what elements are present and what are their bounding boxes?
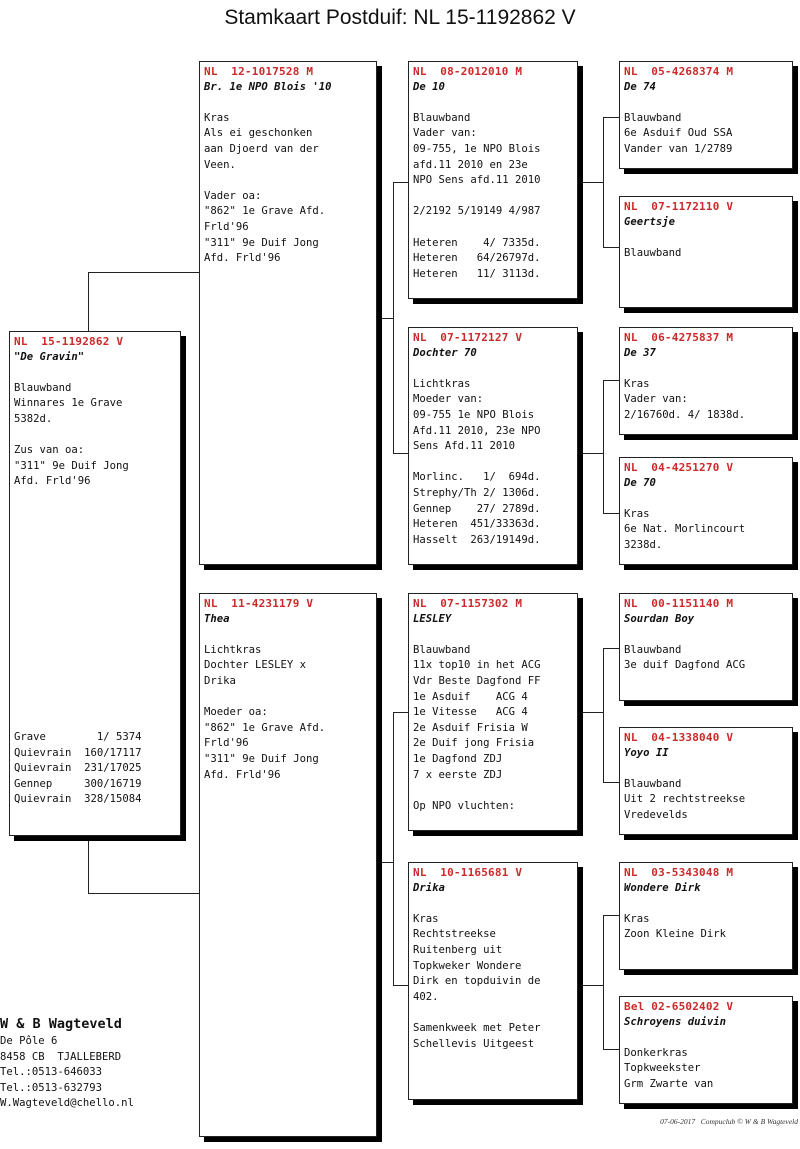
detail-line: 5382d. xyxy=(14,412,53,425)
detail-line: Blauwband xyxy=(624,111,682,124)
detail-line: Schellevis Uitgeest xyxy=(413,1037,535,1050)
detail-line: Afd. Frld'96 xyxy=(204,768,281,781)
pigeon-name: Yoyo II xyxy=(624,746,669,759)
connector-line xyxy=(88,893,200,894)
detail-line: 2/2192 5/19149 4/987 xyxy=(413,205,541,218)
detail-line: 2e Duif jong Frisia xyxy=(413,737,535,750)
detail-line: Blauwband xyxy=(624,777,682,790)
card-details xyxy=(413,912,573,1052)
connector-line xyxy=(393,182,394,454)
mother-card xyxy=(199,593,377,1137)
connector-line xyxy=(393,453,409,454)
ring-number: NL 15-1192862 V xyxy=(14,335,124,348)
detail-line: "311" 9e Duif Jong xyxy=(204,752,319,765)
detail-line: Topkweekster xyxy=(624,1062,701,1075)
mfm-card xyxy=(619,727,793,835)
detail-line: Heteren 64/26797d. xyxy=(413,252,541,265)
detail-line: Kras xyxy=(624,507,650,520)
detail-line: "311" 9e Duif Jong xyxy=(14,459,129,472)
ring-number: NL 00-1151140 M xyxy=(624,597,734,610)
ring-number: NL 08-2012010 M xyxy=(413,65,523,78)
detail-line: Heteren 11/ 3113d. xyxy=(413,267,541,280)
detail-line: Quievrain 231/17025 xyxy=(14,762,142,775)
ring-number: NL 07-1157302 M xyxy=(413,597,523,610)
ring-number: NL 05-4268374 M xyxy=(624,65,734,78)
connector-line xyxy=(603,380,620,381)
subject-card xyxy=(9,331,181,836)
owner-name: W & B Wagteveld xyxy=(0,1016,122,1032)
pigeon-name: De 10 xyxy=(413,80,445,93)
detail-line: Blauwband xyxy=(624,643,682,656)
connector-line xyxy=(603,380,604,514)
card-details xyxy=(624,246,788,262)
card-details xyxy=(413,377,573,549)
pigeon-name: De 37 xyxy=(624,346,656,359)
detail-line: Blauwband xyxy=(413,643,471,656)
detail-line: Lichtkras xyxy=(204,643,262,656)
detail-line: 7 x eerste ZDJ xyxy=(413,768,503,781)
pigeon-name: Sourdan Boy xyxy=(624,612,695,625)
pigeon-name: Drika xyxy=(413,881,445,894)
father-card xyxy=(199,61,377,565)
connector-line xyxy=(603,247,620,248)
detail-line: Zus van oa: xyxy=(14,444,85,457)
detail-line: Donkerkras xyxy=(624,1046,688,1059)
detail-line: Blauwband xyxy=(14,381,72,394)
connector-line xyxy=(393,182,409,183)
ring-number: NL 04-1338040 V xyxy=(624,731,734,744)
connector-line xyxy=(88,272,89,332)
detail-line: Frld'96 xyxy=(204,737,249,750)
mmm-card xyxy=(619,996,793,1104)
pigeon-name: Geertsje xyxy=(624,215,676,228)
detail-line: 8458 CB TJALLEBERD xyxy=(0,1050,122,1063)
detail-line: Hasselt 263/19149d. xyxy=(413,533,541,546)
card-details xyxy=(413,643,573,815)
detail-line xyxy=(14,428,176,444)
detail-line: Tel.:0513-632793 xyxy=(0,1081,103,1094)
detail-line: Gennep 27/ 2789d. xyxy=(413,502,541,515)
detail-line: De Pôle 6 xyxy=(0,1035,58,1047)
pigeon-name: Thea xyxy=(204,612,230,625)
connector-line xyxy=(603,1049,620,1050)
detail-line xyxy=(413,220,573,236)
mff-card xyxy=(619,593,793,701)
detail-line: Als ei geschonken xyxy=(204,127,313,140)
detail-line: Afd. Frld'96 xyxy=(14,475,91,488)
detail-line: Heteren 4/ 7335d. xyxy=(413,236,541,249)
connector-line xyxy=(393,712,394,986)
ff-card xyxy=(408,61,578,299)
connector-line xyxy=(603,915,604,1050)
detail-line: 09-755 1e NPO Blois xyxy=(413,408,535,421)
detail-line: Afd. Frld'96 xyxy=(204,252,281,265)
fm-card xyxy=(408,327,578,565)
card-details xyxy=(413,111,573,283)
fmm-card xyxy=(619,457,793,565)
detail-line: Drika xyxy=(204,674,236,687)
connector-line xyxy=(603,513,620,514)
connector-line xyxy=(603,117,604,248)
card-details xyxy=(624,377,788,424)
detail-line: Vdr Beste Dagfond FF xyxy=(413,674,541,687)
detail-line: Kras xyxy=(624,912,650,925)
detail-line: Gennep 300/16719 xyxy=(14,777,142,790)
footer-credit: 07-06-2017 Compuclub © W & B Wagteveld xyxy=(660,1117,798,1126)
owner-block xyxy=(0,1014,134,1112)
detail-line: Vader van: xyxy=(624,393,688,406)
detail-line: Winnares 1e Grave xyxy=(14,397,123,410)
page-title: Stamkaart Postduif: NL 15-1192862 V xyxy=(224,6,576,29)
detail-line: Op NPO vluchten: xyxy=(413,799,516,812)
detail-line: Blauwband xyxy=(624,246,682,259)
pigeon-name: Wondere Dirk xyxy=(624,881,701,894)
detail-line: aan Djoerd van der xyxy=(204,142,319,155)
detail-line xyxy=(413,783,573,799)
connector-line xyxy=(88,836,89,893)
pigeon-name: Dochter 70 xyxy=(413,346,477,359)
detail-line: Uit 2 rechtstreekse xyxy=(624,793,746,806)
connector-line xyxy=(603,648,620,649)
detail-line: Sens Afd.11 2010 xyxy=(413,440,516,453)
card-details xyxy=(624,507,788,554)
detail-line: Dirk en topduivin de xyxy=(413,975,541,988)
fmf-card xyxy=(619,327,793,435)
detail-line: Zoon Kleine Dirk xyxy=(624,928,727,941)
pigeon-name: LESLEY xyxy=(413,612,452,625)
connector-line xyxy=(603,782,620,783)
detail-line: Grm Zwarte van xyxy=(624,1077,714,1090)
detail-line: "862" 1e Grave Afd. xyxy=(204,205,326,218)
ring-number: NL 03-5343048 M xyxy=(624,866,734,879)
detail-line: "311" 9e Duif Jong xyxy=(204,236,319,249)
detail-line: Moeder oa: xyxy=(204,706,268,719)
ring-number: NL 07-1172127 V xyxy=(413,331,523,344)
ring-number: NL 06-4275837 M xyxy=(624,331,734,344)
detail-line: Quievrain 328/15084 xyxy=(14,793,142,806)
detail-line: 402. xyxy=(413,990,439,1003)
pigeon-name: "De Gravin" xyxy=(14,350,85,363)
detail-line: Kras xyxy=(624,377,650,390)
detail-line: "862" 1e Grave Afd. xyxy=(204,721,326,734)
detail-line: Afd.11 2010, 23e NPO xyxy=(413,424,541,437)
detail-line: Strephy/Th 2/ 1306d. xyxy=(413,486,541,499)
ring-number: NL 07-1172110 V xyxy=(624,200,734,213)
detail-line: Moeder van: xyxy=(413,393,484,406)
detail-line: Morlinc. 1/ 694d. xyxy=(413,471,541,484)
detail-line: Rechtstreekse xyxy=(413,928,496,941)
detail-line xyxy=(413,1005,573,1021)
detail-line: Dochter LESLEY x xyxy=(204,659,307,672)
detail-line: Kras xyxy=(204,111,230,124)
detail-line xyxy=(204,173,372,189)
detail-line: Vredevelds xyxy=(624,808,688,821)
detail-line: afd.11 2010 en 23e xyxy=(413,158,528,171)
detail-line xyxy=(413,455,573,471)
detail-line: Tel.:0513-646033 xyxy=(0,1066,103,1079)
pigeon-name: De 74 xyxy=(624,80,656,93)
card-details xyxy=(204,643,372,783)
detail-line: 6e Nat. Morlincourt xyxy=(624,523,746,536)
connector-line xyxy=(377,318,393,319)
detail-line: Frld'96 xyxy=(204,220,249,233)
detail-line xyxy=(413,189,573,205)
connector-line xyxy=(583,182,603,183)
ffm-card xyxy=(619,196,793,308)
detail-line: 11x top10 in het ACG xyxy=(413,659,541,672)
fff-card xyxy=(619,61,793,169)
detail-line: 1e Dagfond ZDJ xyxy=(413,752,503,765)
mmf-card xyxy=(619,862,793,970)
connector-line xyxy=(393,712,409,713)
detail-line: Lichtkras xyxy=(413,377,471,390)
detail-line: Grave 1/ 5374 xyxy=(14,731,142,743)
detail-line: Vader oa: xyxy=(204,189,262,202)
ring-number: NL 12-1017528 M xyxy=(204,65,314,78)
detail-line: 1e Asduif ACG 4 xyxy=(413,690,528,703)
detail-line: 2/16760d. 4/ 1838d. xyxy=(624,408,746,421)
ring-number: NL 11-4231179 V xyxy=(204,597,314,610)
connector-line xyxy=(88,272,200,273)
ring-number: Bel 02-6502402 V xyxy=(624,1000,734,1013)
card-details xyxy=(624,111,788,158)
owner-address xyxy=(0,1034,134,1112)
detail-line: Ruitenberg uit xyxy=(413,943,503,956)
race-results xyxy=(14,730,142,808)
detail-line: W.Wagteveld@chello.nl xyxy=(0,1097,134,1110)
detail-line: Quievrain 160/17117 xyxy=(14,746,142,759)
detail-line: 3238d. xyxy=(624,538,663,551)
ring-number: NL 10-1165681 V xyxy=(413,866,523,879)
connector-line xyxy=(583,712,603,713)
detail-line: 1e Vitesse ACG 4 xyxy=(413,706,528,719)
detail-line: Kras xyxy=(413,912,439,925)
card-details xyxy=(624,643,788,674)
detail-line: 09-755, 1e NPO Blois xyxy=(413,142,541,155)
connector-line xyxy=(583,453,603,454)
detail-line: NPO Sens afd.11 2010 xyxy=(413,174,541,187)
detail-line: Topkweker Wondere xyxy=(413,959,522,972)
pigeon-name: De 70 xyxy=(624,476,656,489)
detail-line: Heteren 451/33363d. xyxy=(413,518,541,531)
detail-line: Vander van 1/2789 xyxy=(624,142,733,155)
card-details xyxy=(204,111,372,267)
ring-number: NL 04-4251270 V xyxy=(624,461,734,474)
connector-line xyxy=(603,915,620,916)
detail-line: Blauwband xyxy=(413,111,471,124)
detail-line: Vader van: xyxy=(413,127,477,140)
connector-line xyxy=(603,648,604,783)
connector-line xyxy=(583,985,603,986)
detail-line: 6e Asduif Oud SSA xyxy=(624,127,733,140)
card-details xyxy=(624,1046,788,1093)
card-details xyxy=(624,912,788,943)
pigeon-name: Schroyens duivin xyxy=(624,1015,727,1028)
card-details xyxy=(14,381,176,490)
connector-line xyxy=(393,985,409,986)
detail-line: Veen. xyxy=(204,158,236,171)
pigeon-name: Br. 1e NPO Blois '10 xyxy=(204,80,332,93)
card-details xyxy=(624,777,788,824)
mm-card xyxy=(408,862,578,1100)
detail-line xyxy=(204,690,372,706)
mf-card xyxy=(408,593,578,831)
detail-line: 3e duif Dagfond ACG xyxy=(624,659,746,672)
detail-line: 2e Asduif Frisia W xyxy=(413,721,528,734)
connector-line xyxy=(377,862,393,863)
detail-line: Samenkweek met Peter xyxy=(413,1021,541,1034)
connector-line xyxy=(603,117,620,118)
